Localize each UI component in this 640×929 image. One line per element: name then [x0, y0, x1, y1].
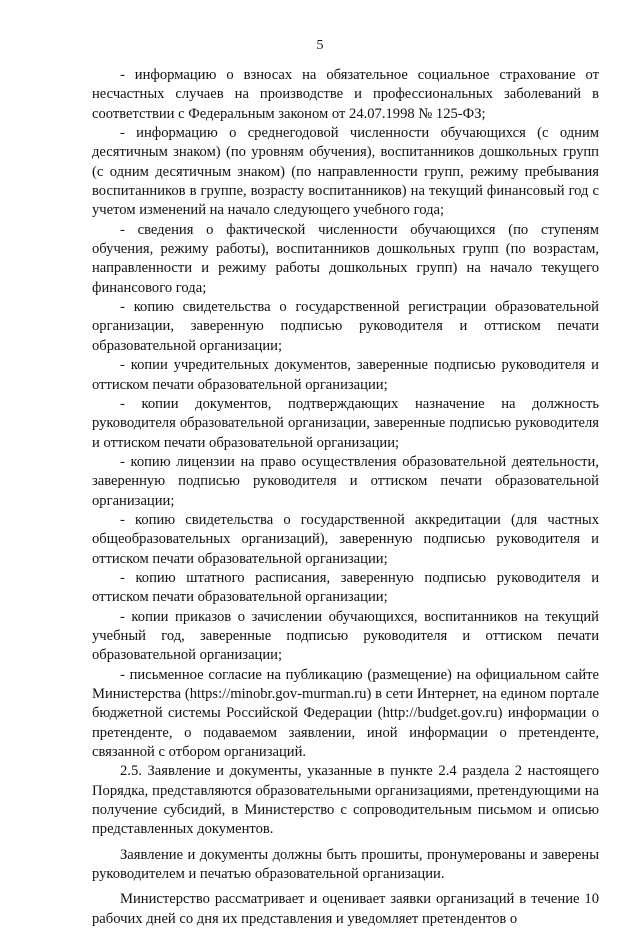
paragraph-enrollment-orders: - копии приказов о зачислении обучающихся, воспитанников на текущий учебный год, заверенные подписью руководителя и оттиском печати образовательной организации;: [92, 608, 599, 664]
paragraph-founding-documents: - копии учредительных документов, заверенные подписью руководителя и оттиском печати образовательной организации;: [92, 357, 599, 393]
paragraph-average-enrollment-info: - информацию о среднегодовой численности обучающихся (с одним десятичным знаком) (по уровням обучения), воспитанников дошкольных групп (с одним десятичным знаком) (по направленности групп, режиму пребывания воспитанников в группе, возрасту воспитанников) на текущий финансовый год с учетом изменений на начало следующего учебного года;: [92, 125, 599, 219]
paragraph-registration-certificate: - копию свидетельства о государственной регистрации образовательной организации, заверенную подписью руководителя и оттиском печати образовательной организации;: [92, 299, 599, 354]
paragraph-injury-insurance-info: - информацию о взносах на обязательное социальное страхование от несчастных случаев на производстве и профессиональных заболеваний в соответствии с Федеральным законом от 24.07.1998 № 125-ФЗ;: [92, 67, 599, 122]
paragraph-section-2-5: 2.5. Заявление и документы, указанные в пункте 2.4 раздела 2 настоящего Порядка, представляются образовательными организациями, претендующими на получение субсидий, в Министерство с сопроводительным письмом и описью представленных документов.: [92, 763, 599, 838]
paragraph-binding-requirements: Заявление и документы должны быть прошиты, пронумерованы и заверены руководителем и печатью образовательной организации.: [92, 846, 599, 883]
paragraph-staff-schedule: - копию штатного расписания, заверенную подписью руководителя и оттиском печати образовательной организации;: [92, 569, 599, 606]
paragraph-accreditation: - копию свидетельства о государственной аккредитации (для частных общеобразовательных организаций), заверенную подписью руководителя и оттиском печати образовательной организации;: [92, 511, 599, 567]
paragraph-director-appointment: - копии документов, подтверждающих назначение на должность руководителя образовательной организации, заверенные подписью руководителя и оттиском печати образовательной организации;: [92, 395, 599, 451]
page-number: 5: [316, 38, 324, 53]
paragraph-review-period: Министерство рассматривает и оценивает заявки организаций в течение 10 рабочих дней со дня их представления и уведомляет претендентов о: [92, 891, 599, 927]
paragraph-license: - копию лицензии на право осуществления образовательной деятельности, заверенную подписью руководителя и оттиском печати образовательной организации;: [92, 453, 599, 509]
document-body: [92, 66, 599, 929]
paragraph-actual-enrollment-info: - сведения о фактической численности обучающихся (по ступеням обучения, режиму работы), воспитанников дошкольных групп (по возрастам, направленности и режиму работы дошкольных групп) на начало текущего финансового года;: [92, 221, 599, 296]
paragraph-publication-consent: - письменное согласие на публикацию (размещение) на официальном сайте Министерства (https://minobr.gov-murman.ru) в сети Интернет, на едином портале бюджетной системы Российской Федерации (http://budget.gov.ru) информации о претенденте, о подаваемом заявлении, иной информации о претенденте, связанной с отбором организаций.: [92, 666, 599, 761]
